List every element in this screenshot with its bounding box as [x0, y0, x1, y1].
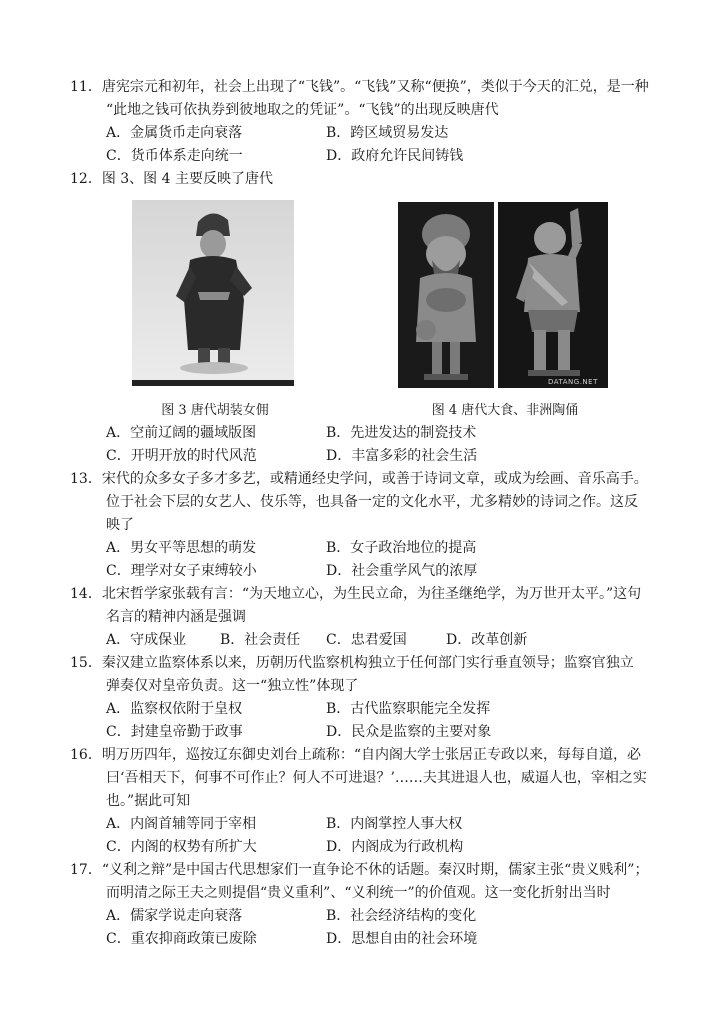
q13-option-a: A．男女平等思想的萌发 — [106, 540, 257, 556]
q13-stem-line-2: 位于社会下层的女艺人、伎乐等，也具备一定的文化水平，尤多精妙的诗词之作。这反 — [106, 494, 638, 510]
q15-option-a: A．监察权依附于皇权 — [106, 701, 243, 717]
african-figurine-image — [498, 202, 608, 388]
q12-option-a: A．空前辽阔的疆域版图 — [106, 425, 257, 441]
q13-stem-line-1: 13．宋代的众多女子多才多艺，或精通经史学问，或善于诗词文章，或成为绘画、音乐高手。 — [70, 471, 648, 487]
q13-option-b: B．女子政治地位的提高 — [326, 540, 477, 556]
q16-option-a: A．内阁首辅等同于宰相 — [106, 816, 257, 832]
q12-stem-line-1: 12．图 3、图 4 主要反映了唐代 — [70, 171, 273, 187]
q11-option-a: A．金属货币走向衰落 — [106, 125, 243, 141]
q17-option-a: A．儒家学说走向衰落 — [106, 908, 243, 924]
q17-option-b: B．社会经济结构的变化 — [326, 908, 477, 924]
q11-option-b: B．跨区域贸易发达 — [326, 125, 449, 141]
q16-option-b: B．内阁掌控人事大权 — [326, 816, 463, 832]
q14-option-a: A．守成保业 — [106, 632, 187, 648]
q15-stem-line-2: 弹奏仅对皇帝负责。这一“独立性”体现了 — [106, 678, 359, 694]
fig4-photo-right — [498, 202, 608, 388]
q13-stem-line-3: 映了 — [106, 517, 134, 533]
q11-option-c: C．货币体系走向统一 — [106, 148, 243, 164]
q16-stem-line-3: 也。”据此可知 — [106, 793, 191, 809]
q11-option-d: D．政府允许民间铸钱 — [326, 148, 464, 164]
q15-option-d: D．民众是监察的主要对象 — [326, 724, 492, 740]
q17-option-c: C．重农抑商政策已废除 — [106, 931, 257, 947]
fig3-photo — [132, 200, 294, 386]
q12-option-b: B．先进发达的制瓷技术 — [326, 425, 477, 441]
q12-option-d: D．丰富多彩的社会生活 — [326, 448, 478, 464]
q16-stem-line-2: 曰‘吾相天下，何事不可作止？何人不可进退？’……夫其进退人也，威逼人也，宰相之实 — [106, 770, 647, 786]
q16-stem-line-1: 16．明万历四年，巡按辽东御史刘台上疏称：“自内阁大学士张居正专政以来，每每自道，必 — [70, 747, 641, 763]
q17-stem-line-2: 而明清之际王夫之则提倡“贵义重利”、“义利统一”的价值观。这一变化折射出当时 — [106, 885, 611, 901]
fig3-caption: 图 3 唐代胡装女佣 — [161, 403, 269, 418]
q11-stem-line-1: 11．唐宪宗元和初年，社会上出现了“飞钱”。“飞钱”又称“便换”，类似于今天的汇兑，是一种 — [70, 79, 649, 95]
q17-option-d: D．思想自由的社会环境 — [326, 931, 478, 947]
q15-option-c: C．封建皇帝勤于政事 — [106, 724, 243, 740]
arab-figurine-image — [398, 202, 494, 388]
q14-option-d: D．改革创新 — [446, 632, 528, 648]
q14-option-b: B．社会责任 — [220, 632, 301, 648]
q11-stem-line-2: “此地之钱可依执券到彼地取之的凭证”。“飞钱”的出现反映唐代 — [106, 102, 499, 118]
q16-option-c: C．内阁的权势有所扩大 — [106, 839, 257, 855]
q15-stem-line-1: 15．秦汉建立监察体系以来，历朝历代监察机构独立于任何部门实行垂直领导；监察官独立 — [70, 655, 634, 671]
fig4-watermark: DATANG.NET — [548, 378, 598, 386]
q14-stem-line-1: 14．北宋哲学家张载有言：“为天地立心，为生民立命，为往圣继绝学，为万世开太平。”这句 — [70, 586, 642, 602]
q16-option-d: D．内阁成为行政机构 — [326, 839, 464, 855]
female-figurine-image — [132, 200, 294, 386]
q15-option-b: B．古代监察职能完全发挥 — [326, 701, 491, 717]
fig4-photo-left — [398, 202, 494, 388]
q12-option-c: C．开明开放的时代风范 — [106, 448, 257, 464]
q17-stem-line-1: 17．“义利之辩”是中国古代思想家们一直争论不休的话题。秦汉时期，儒家主张“贵义贱利”； — [70, 862, 649, 878]
fig4-caption: 图 4 唐代大食、非洲陶俑 — [431, 403, 579, 418]
q14-stem-line-2: 名言的精神内涵是强调 — [106, 609, 246, 625]
q13-option-c: C．理学对女子束缚较小 — [106, 563, 257, 579]
q14-option-c: C．忠君爱国 — [326, 632, 407, 648]
q13-option-d: D．社会重学风气的浓厚 — [326, 563, 478, 579]
